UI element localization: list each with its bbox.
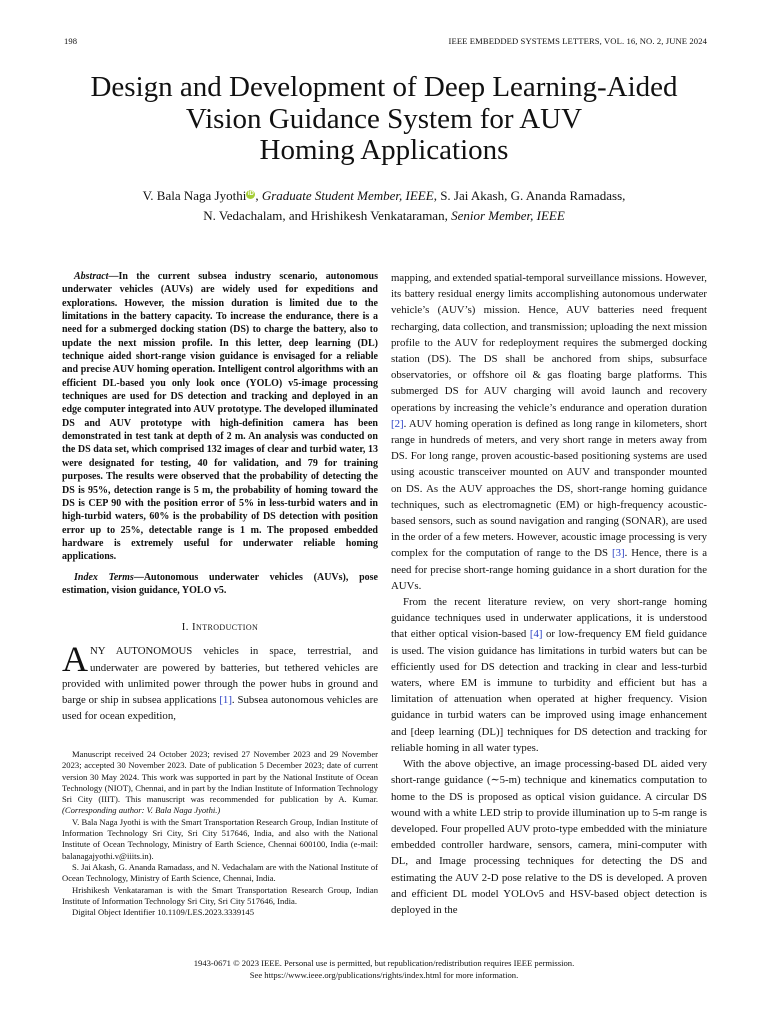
rights-link-line: See https://www.ieee.org/publications/rights/index.html for more information. xyxy=(249,969,519,980)
last-author-role: Senior Member, IEEE xyxy=(451,208,565,223)
abstract-label: Abstract xyxy=(74,271,109,282)
index-terms xyxy=(62,571,378,598)
index-terms-text: Autonomous underwater vehicles (AUVs), pose estimation, vision guidance, YOLO v5. xyxy=(62,571,378,596)
index-terms-dash: — xyxy=(133,571,144,583)
right-p1-text-c: . Hence, there is a need for precise short-range homing guidance in a short duration for the AUVs. xyxy=(391,547,708,592)
page-number: 198 xyxy=(64,36,78,46)
section-number: I. xyxy=(181,621,189,634)
footnote-author-1: V. Bala Naga Jyothi is with the Smart Transportation Research Group, Indian Institute of Information Technology Sri City, Sri City 517646, India, and also with the National Institute of Ocean Technology, Ministry of Earth Science, Chennai 600100, India (e-mail: balanagajyothi.v@iiits.in). xyxy=(62,816,378,861)
citation-link-2[interactable]: [2] xyxy=(391,417,404,430)
abstract xyxy=(62,270,378,564)
footnote-manuscript xyxy=(62,749,378,817)
footnotes xyxy=(62,749,378,918)
copyright-line: 1943-0671 © 2023 IEEE. Personal use is permitted, but republication/redistribution requires IEEE permission. xyxy=(193,958,575,968)
right-p2-text-b: or low-frequency EM field guidance is used. The vision guidance has limitations in turbid waters but can be efficiently used for DS detection and tracking in clear and less-turbid waters, where EM is immune to turbidity and efficient but has a limitation of attenuation when operated at higher frequency. Vision guidance in turbid waters can be improved using image enhancement and [deep learning (DL)] techniques for DS detection and tracking for reliable homing in all water types. xyxy=(391,628,707,754)
paper-title xyxy=(40,72,728,167)
copyright-footer xyxy=(40,958,728,981)
right-paragraph-3: With the above objective, an image processing-based DL aided very short-range guidance (∼5-m) technique and kinematics computation to home to the DS is proposed as optical vision guidance. A circular DS wound with a white LED strip to provide illumination up to 5-m range is developed. Four propelled AUV proto-type embedded with the miniature embedded controller hardware, sensors, camera, mini-computer with DL, and Image processing techniques for detecting the DS and estimating the AUV 2-D pose relative to the DS is developed. A proven and efficient DL model YOLOv5 and HSV-based object detection is deployed in the xyxy=(391,758,707,916)
citation-link-3[interactable]: [3] xyxy=(612,547,625,560)
first-author-role: Graduate Student Member, IEEE xyxy=(261,188,434,203)
right-p2-text-a: From the recent literature review, on very short-range homing guidance techniques used in underwater applications, it is understood that either optical vision-based xyxy=(391,596,707,641)
right-p1-text-b: . AUV homing operation is defined as long range in kilometers, short range in hundreds of meters, and very short range in meters away from DS. For long range, proven acoustic-based positioning systems are used using acoustic transceiver mounted on AUV and transponder mounted on DS. As the AUV approaches the DS, short-range homing guidance techniques, such as electromagnetic (EM) or high-frequency acoustic-based sensors, such as sound navigation and ranging (SONAR), are used in the order of a few meters. However, acoustic image processing is very complex for the computation of range to the DS xyxy=(391,417,707,560)
intro-text-end: . Subsea autonomous vehicles are used for ocean expedition, xyxy=(62,694,379,723)
orcid-icon[interactable]: iD xyxy=(247,191,254,197)
right-paragraph-1 xyxy=(391,270,707,594)
footnote-corresponding: (Corresponding author: V. Bala Naga Jyothi.) xyxy=(62,805,221,816)
intro-paragraph xyxy=(62,639,379,724)
footnote-author-last: Hrishikesh Venkataraman is with the Smart Transportation Research Group, Indian Institute of Information Technology Sri City, Sri City 517646, India. xyxy=(62,884,378,906)
section-title: Introduction xyxy=(192,621,259,634)
index-terms-label: Index Terms xyxy=(74,571,134,583)
title-line-3: Homing Applications xyxy=(259,134,509,166)
abstract-text: In the current subsea industry scenario, autonomous underwater vehicles (AUVs) are widely used for expeditions and explorations. However, the mission duration is limited due to the limitations in the battery capacity. To increase the endurance, there is a need for a submerged docking station (DS) to charge the battery, also to update the next mission profile. In this letter, deep learning (DL) technique aided short-range vision guidance is envisaged for a reliable and precise AUV homing operation. Intelligent control algorithms with an efficient DL-based you only look once (YOLO) v5-image processing techniques are used for DS detection and tracking and deployed in an edge computer integrated into AUV prototype. The developed illuminated DS and AUV prototype with high-definition camera has been demonstrated in test tank at depth of 2 m. An analysis was conducted on the DS data set, which comprised 132 images of clear and turbid water, 13 were designated for testing, 40 for validation, and 79 for training purposes. The results were observed that the probability of detecting the DS is 95%, detection range is 5 m, the probability of homing toward the DS is CEP 90 with the position error of 5% in less-turbid waters and in high-turbid waters, 60% is the probability of DS detection with position error up to 25%, detectable range is 1 m. The proposed embedded hardware is extremely useful for underwater reliable homing applications. xyxy=(62,271,378,563)
section-heading-introduction xyxy=(62,619,378,635)
citation-link-4[interactable]: [4] xyxy=(529,628,543,641)
intro-caps-run: NY AUTONOMOUS xyxy=(90,645,193,658)
citation-link-1[interactable]: [1] xyxy=(219,694,232,707)
footnote-doi: Digital Object Identifier 10.1109/LES.2023.3339145 xyxy=(72,907,255,918)
coauthors-line-2: N. Vedachalam, and Hrishikesh Venkataraman, xyxy=(203,208,448,223)
footnote-manuscript-text: Manuscript received 24 October 2023; revised 27 November 2023 and 29 November 2023; accepted 30 November 2023. Date of publication 5 December 2023; date of current version 30 May 2024. This work was supported in part by the National Institute of Ocean Technology (NIOT), Chennai, and in part by the Indian Institute of Information Technology Sri City (IIIT). This manuscript was recommended for publication by A. Kumar. xyxy=(62,749,378,805)
drop-cap: A xyxy=(62,639,88,680)
left-column xyxy=(62,270,378,724)
coauthors-line-1: , S. Jai Akash, G. Ananda Ramadass, xyxy=(433,188,626,203)
first-author: V. Bala Naga Jyothi xyxy=(142,188,247,203)
intro-text: vehicles in space, terrestrial, and underwater are powered by batteries, but tethered vehicles are provided with unlimited power through the power hubs in ground and barge or ship in subsea applications xyxy=(62,645,378,707)
abstract-dash: — xyxy=(108,271,119,282)
right-p1-text-a: mapping, and extended spatial-temporal surveillance missions. However, its battery residual energy limits accomplishing autonomous underwater vehicle’s (AUV’s) mission. Hence, AUV batteries need frequent recharging, data collection, and transmission; uploading the next mission profile to the AUV for redeployment requires the submerged docking station (DS). The DS shall be anchored from ships, subsurface observatories, or offshore oil & gas floating barge platforms. This submerged DS for AUV charging will avoid launch and recovery operations by increasing the vehicle’s endurance and operation duration xyxy=(391,272,707,414)
author-list: V. Bala Naga Jyothi iD , Graduate Student Member, IEEE, S. Jai Akash, G. Ananda Ramadass, N. Vedachalam, and Hrishikesh Venkataraman, Senior Member, IEEE xyxy=(142,188,626,223)
journal-name: IEEE EMBEDDED SYSTEMS LETTERS, VOL. 16, NO. 2, JUNE 2024 xyxy=(448,36,707,46)
right-paragraph-2 xyxy=(391,594,707,756)
title-line-1: Design and Development of Deep Learning-Aided xyxy=(90,71,678,103)
footnote-authors-niot: S. Jai Akash, G. Ananda Ramadass, and N. Vedachalam are with the National Institute of Ocean Technology, Ministry of Earth Science, Chennai, India. xyxy=(62,861,378,884)
title-line-2: Vision Guidance System for AUV xyxy=(185,102,583,135)
right-column xyxy=(391,270,707,918)
